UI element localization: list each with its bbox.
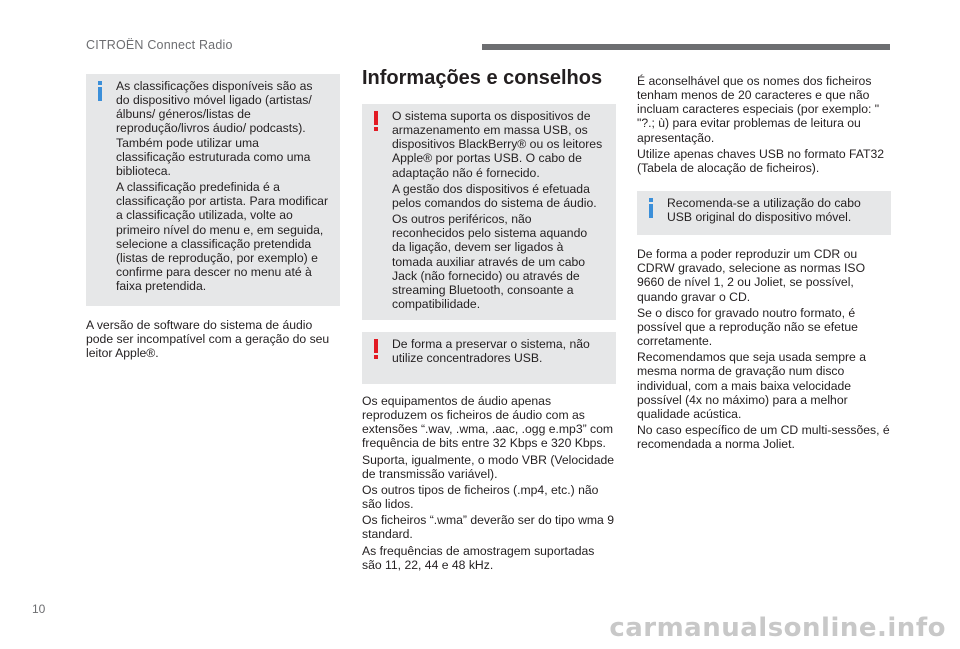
paragraph: Os ficheiros “.wma” deverão ser do tipo wma 9 standard. [362, 513, 614, 542]
column-3 [637, 74, 891, 451]
column-1 [86, 74, 340, 360]
warning-text-2: A gestão dos dispositivos é efetuada pelos comandos do sistema de áudio. [392, 181, 597, 210]
info-text-1: As classificações disponíveis são as do dispositivo móvel ligado (artistas/álbuns/ géneros/listas de reprodução/livros áudio/ podcasts). Também pode utilizar uma classificação estruturada como uma biblioteca. [116, 79, 313, 178]
warning-box-usb-hubs [362, 332, 616, 384]
info-box-classifications [86, 74, 340, 306]
paragraph: No caso específico de um CD multi-sessões, é recomendada a norma Joliet. [637, 422, 890, 452]
watermark-logo: carmanualsonline.info [609, 613, 946, 643]
filenames-text [637, 74, 891, 175]
warning-text-3: Os outros periféricos, não reconhecidos pelo sistema aquando da ligação, devem ser ligados à tomada auxiliar através de um cabo Jack (não fornecido) ou através de streaming Bluetooth, consoante a compatibilidade. [392, 212, 588, 312]
column-2 [362, 67, 616, 572]
info-text-2: A classificação predefinida é a classificação por artista. Para modificar a classificação utilizada, volte ao primeiro nível do menu e, em seguida, selecione a classificação pretendida (listas de reprodução, por exemplo) e confirme para descer no menu até à faixa pretendida. [116, 180, 329, 294]
info-icon [95, 81, 105, 101]
audio-formats-text [362, 394, 616, 572]
info-text-cable: Recomenda-se a utilização do cabo USB original do dispositivo móvel. [667, 196, 861, 225]
paragraph: Suporta, igualmente, o modo VBR (Velocidade de transmissão variável). [362, 452, 615, 481]
info-box-usb-cable [637, 191, 891, 235]
page-number: 10 [32, 602, 46, 616]
header-rule [482, 44, 890, 50]
paragraph: Se o disco for gravado noutro formato, é possível que a reprodução não se efetue corretamente. [637, 305, 858, 349]
warning-text-hubs: De forma a preservar o sistema, não utilize concentradores USB. [392, 337, 590, 366]
paragraph: Os equipamentos de áudio apenas reproduzem os ficheiros de áudio com as extensões “.wav, .wma, .aac, .ogg e.mp3” com frequência de bits entre 32 Kbps e 320 Kbps. [362, 394, 614, 451]
running-header-title: CITROËN Connect Radio [86, 38, 233, 52]
paragraph: As frequências de amostragem suportadas são 11, 22, 44 e 48 kHz. [362, 543, 595, 572]
cd-recording-text [637, 247, 891, 451]
paragraph: Recomendamos que seja usada sempre a mesma norma de gravação num disco individual, com a mais baixa velocidade possível (4x no máximo) para a melhor qualidade acústica. [637, 350, 866, 421]
paragraph: Utilize apenas chaves USB no formato FAT32 (Tabela de alocação de ficheiros). [637, 146, 885, 175]
paragraph: Os outros tipos de ficheiros (.mp4, etc.) não são lidos. [362, 482, 599, 512]
warning-box-usb-devices [362, 104, 616, 320]
warning-text-1: O sistema suporta os dispositivos de armazenamento em massa USB, os dispositivos BlackBerry® ou os leitores Apple® por portas USB. O cabo de adaptação não é fornecido. [392, 109, 603, 180]
info-icon [646, 198, 656, 218]
warning-icon [371, 111, 381, 131]
paragraph: É aconselhável que os nomes dos ficheiros tenham menos de 20 caracteres e que não incluam caracteres especiais (por exemplo: " "?.; ù) para evitar problemas de leitura ou apresentação. [637, 74, 880, 145]
paragraph: De forma a poder reproduzir um CDR ou CDRW gravado, selecione as normas ISO 9660 de nível 1, 2 ou Joliet, se possível, quando gravar o CD. [637, 247, 866, 304]
section-heading: Informações e conselhos [362, 67, 603, 89]
apple-compat-paragraph: A versão de software do sistema de áudio pode ser incompatível com a geração do seu leitor Apple®. [86, 318, 330, 361]
warning-icon [371, 339, 381, 359]
